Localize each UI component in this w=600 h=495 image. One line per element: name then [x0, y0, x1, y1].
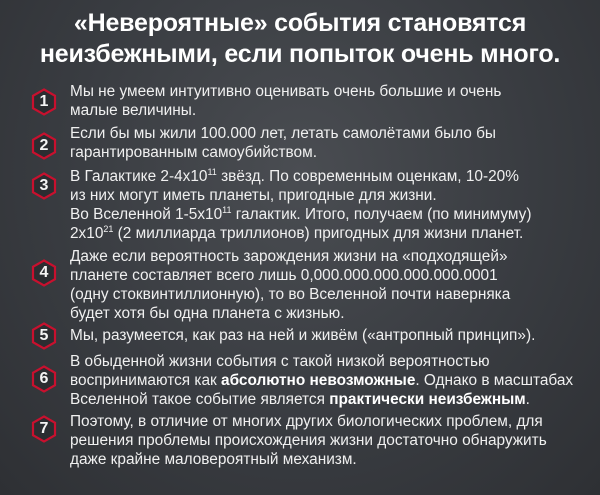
text-line — [70, 224, 590, 243]
item-text-2 — [70, 124, 590, 162]
item-text-6 — [70, 352, 590, 409]
number-badge-7 — [30, 415, 58, 443]
text-line: Мы не умеем интуитивно оценивать очень большие и очень — [70, 83, 502, 100]
text-line: даже крайне маловероятный механизм. — [70, 451, 357, 468]
badge-number: 6 — [39, 370, 49, 387]
text-segment: В Галактике 2-4x10 — [70, 168, 208, 185]
text-line: Поэтому, в отличие от многих других биологических проблем, для — [70, 413, 543, 430]
text-line: Мы, разумеется, как раз на ней и живём («антропный принцип»). — [70, 327, 536, 344]
title-line-2: неизбежными, если попыток очень много. — [39, 40, 561, 68]
text-segment: звёзд. По современным оценкам, 10-20% — [216, 168, 519, 185]
exponent: 11 — [222, 205, 232, 215]
text-segment: Во Вселенной 1-5x10 — [70, 206, 223, 223]
exponent: 11 — [207, 167, 217, 177]
text-segment: воспринимаются как — [70, 372, 222, 389]
item-text-5 — [70, 326, 590, 345]
number-badge-2 — [30, 132, 58, 160]
text-line: В обыденной жизни события с такой низкой вероятностью — [70, 353, 490, 370]
number-badge-1 — [30, 88, 58, 116]
badge-number: 4 — [39, 264, 49, 281]
text-line: Если бы мы жили 100.000 лет, летать самолётами было бы — [70, 125, 496, 142]
text-line: будет хотя бы одна планета с жизнью. — [70, 305, 345, 322]
text-segment: 2x10 — [70, 225, 104, 242]
text-segment: Вселенной такое событие является — [70, 391, 330, 408]
badge-number: 2 — [39, 137, 49, 154]
text-segment: (2 миллиарда триллионов) пригодных для жизни планет. — [113, 225, 524, 242]
item-text-1 — [70, 82, 590, 120]
text-segment: галактик. Итого, получаем (по минимуму) — [231, 206, 532, 223]
number-badge-6 — [30, 365, 58, 393]
text-line: решения проблемы происхождения жизни достаточно обнаружить — [70, 432, 547, 449]
number-badge-4 — [30, 259, 58, 287]
text-line — [70, 390, 590, 409]
text-line: Даже если вероятность зарождения жизни на «подходящей» — [70, 248, 508, 265]
badge-number: 5 — [39, 327, 49, 344]
text-line — [70, 371, 590, 390]
emphasis-text: абсолютно невозможные — [221, 372, 416, 389]
text-line: (одну стоквинтиллионную), то во Вселенной почти наверняка — [70, 286, 511, 303]
text-line — [70, 167, 590, 186]
page-title — [0, 8, 600, 70]
text-line: гарантированным самоубийством. — [70, 144, 317, 161]
number-badge-5 — [30, 322, 58, 350]
text-line: планете составляет всего лишь 0,000.000.000.000.000.0001 — [70, 267, 498, 284]
text-segment: . — [525, 391, 530, 408]
text-line: малые величины. — [70, 102, 197, 119]
title-line-1: «Невероятные» события становятся — [73, 9, 527, 37]
text-line: из них могут иметь планеты, пригодные для жизни. — [70, 187, 437, 204]
badge-number: 7 — [39, 420, 49, 437]
badge-number: 3 — [39, 177, 49, 194]
item-text-7 — [70, 412, 590, 469]
badge-number: 1 — [39, 93, 49, 110]
item-text-4 — [70, 247, 590, 323]
text-segment: . Однако в масштабах — [415, 372, 574, 389]
item-text-3 — [70, 167, 590, 243]
number-badge-3 — [30, 172, 58, 200]
emphasis-text: практически неизбежным — [329, 391, 526, 408]
exponent: 21 — [103, 224, 114, 234]
text-line — [70, 205, 590, 224]
